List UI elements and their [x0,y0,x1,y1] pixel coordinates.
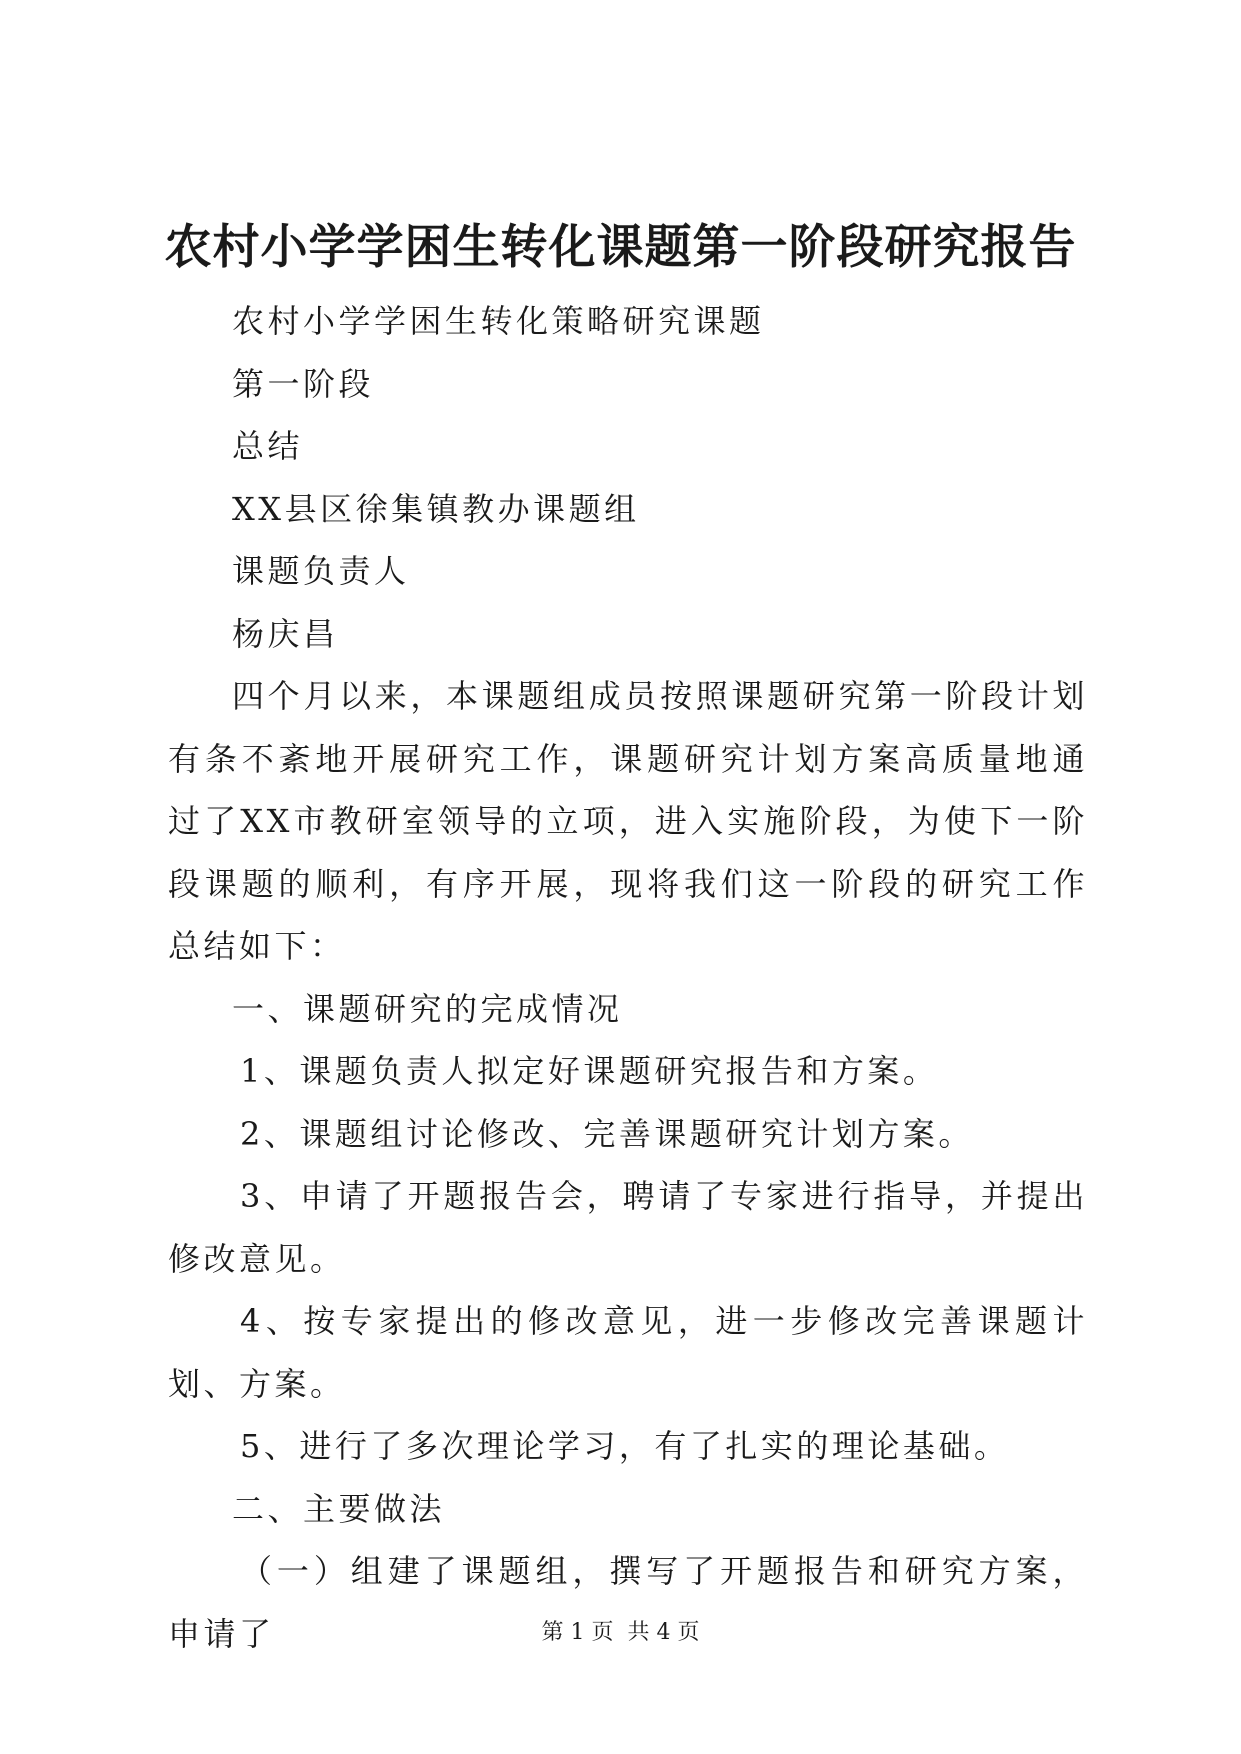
section-heading-1: 一、课题研究的完成情况 [232,989,623,1028]
list-item: 4、按专家提出的修改意见，进一步修改完善课题计划、方案。 [168,1302,1088,1403]
page-number: 第 1 页 共 4 页 [541,1620,700,1645]
list-item: 5、进行了多次理论学习，有了扎实的理论基础。 [240,1427,1010,1465]
paragraph-summary: 总结 [232,427,304,465]
document-title: 农村小学学困生转化课题第一阶段研究报告 [164,220,1077,275]
page-footer [0,1618,1241,1648]
paragraph-group: XX县区徐集镇教办课题组 [232,489,640,528]
list-item: 3、申请了开题报告会，聘请了专家进行指导，并提出修改意见。 [168,1177,1088,1278]
paragraph-subsection: （一）组建了课题组，撰写了开题报告和研究方案，申请了 [168,1552,1088,1653]
paragraph-leader-label: 课题负责人 [232,552,410,590]
paragraph-subject: 农村小学学困生转化策略研究课题 [232,302,765,340]
paragraph-intro: 四个月以来，本课题组成员按照课题研究第一阶段计划有条不紊地开展研究工作，课题研究计划方案高质量地通过了XX市教研室领导的立项，进入实施阶段，为使下一阶段课题的顺利，有序开展，现将我们这一阶段的研究工作总结如下： [168,677,1088,965]
list-item: 1、课题负责人拟定好课题研究报告和方案。 [240,1052,939,1090]
paragraph-stage: 第一阶段 [232,364,375,403]
section-heading-2: 二、主要做法 [232,1489,446,1528]
document-body [168,290,1088,1665]
paragraph-leader-name: 杨庆昌 [232,614,339,653]
list-item: 2、课题组讨论修改、完善课题研究计划方案。 [240,1114,974,1153]
